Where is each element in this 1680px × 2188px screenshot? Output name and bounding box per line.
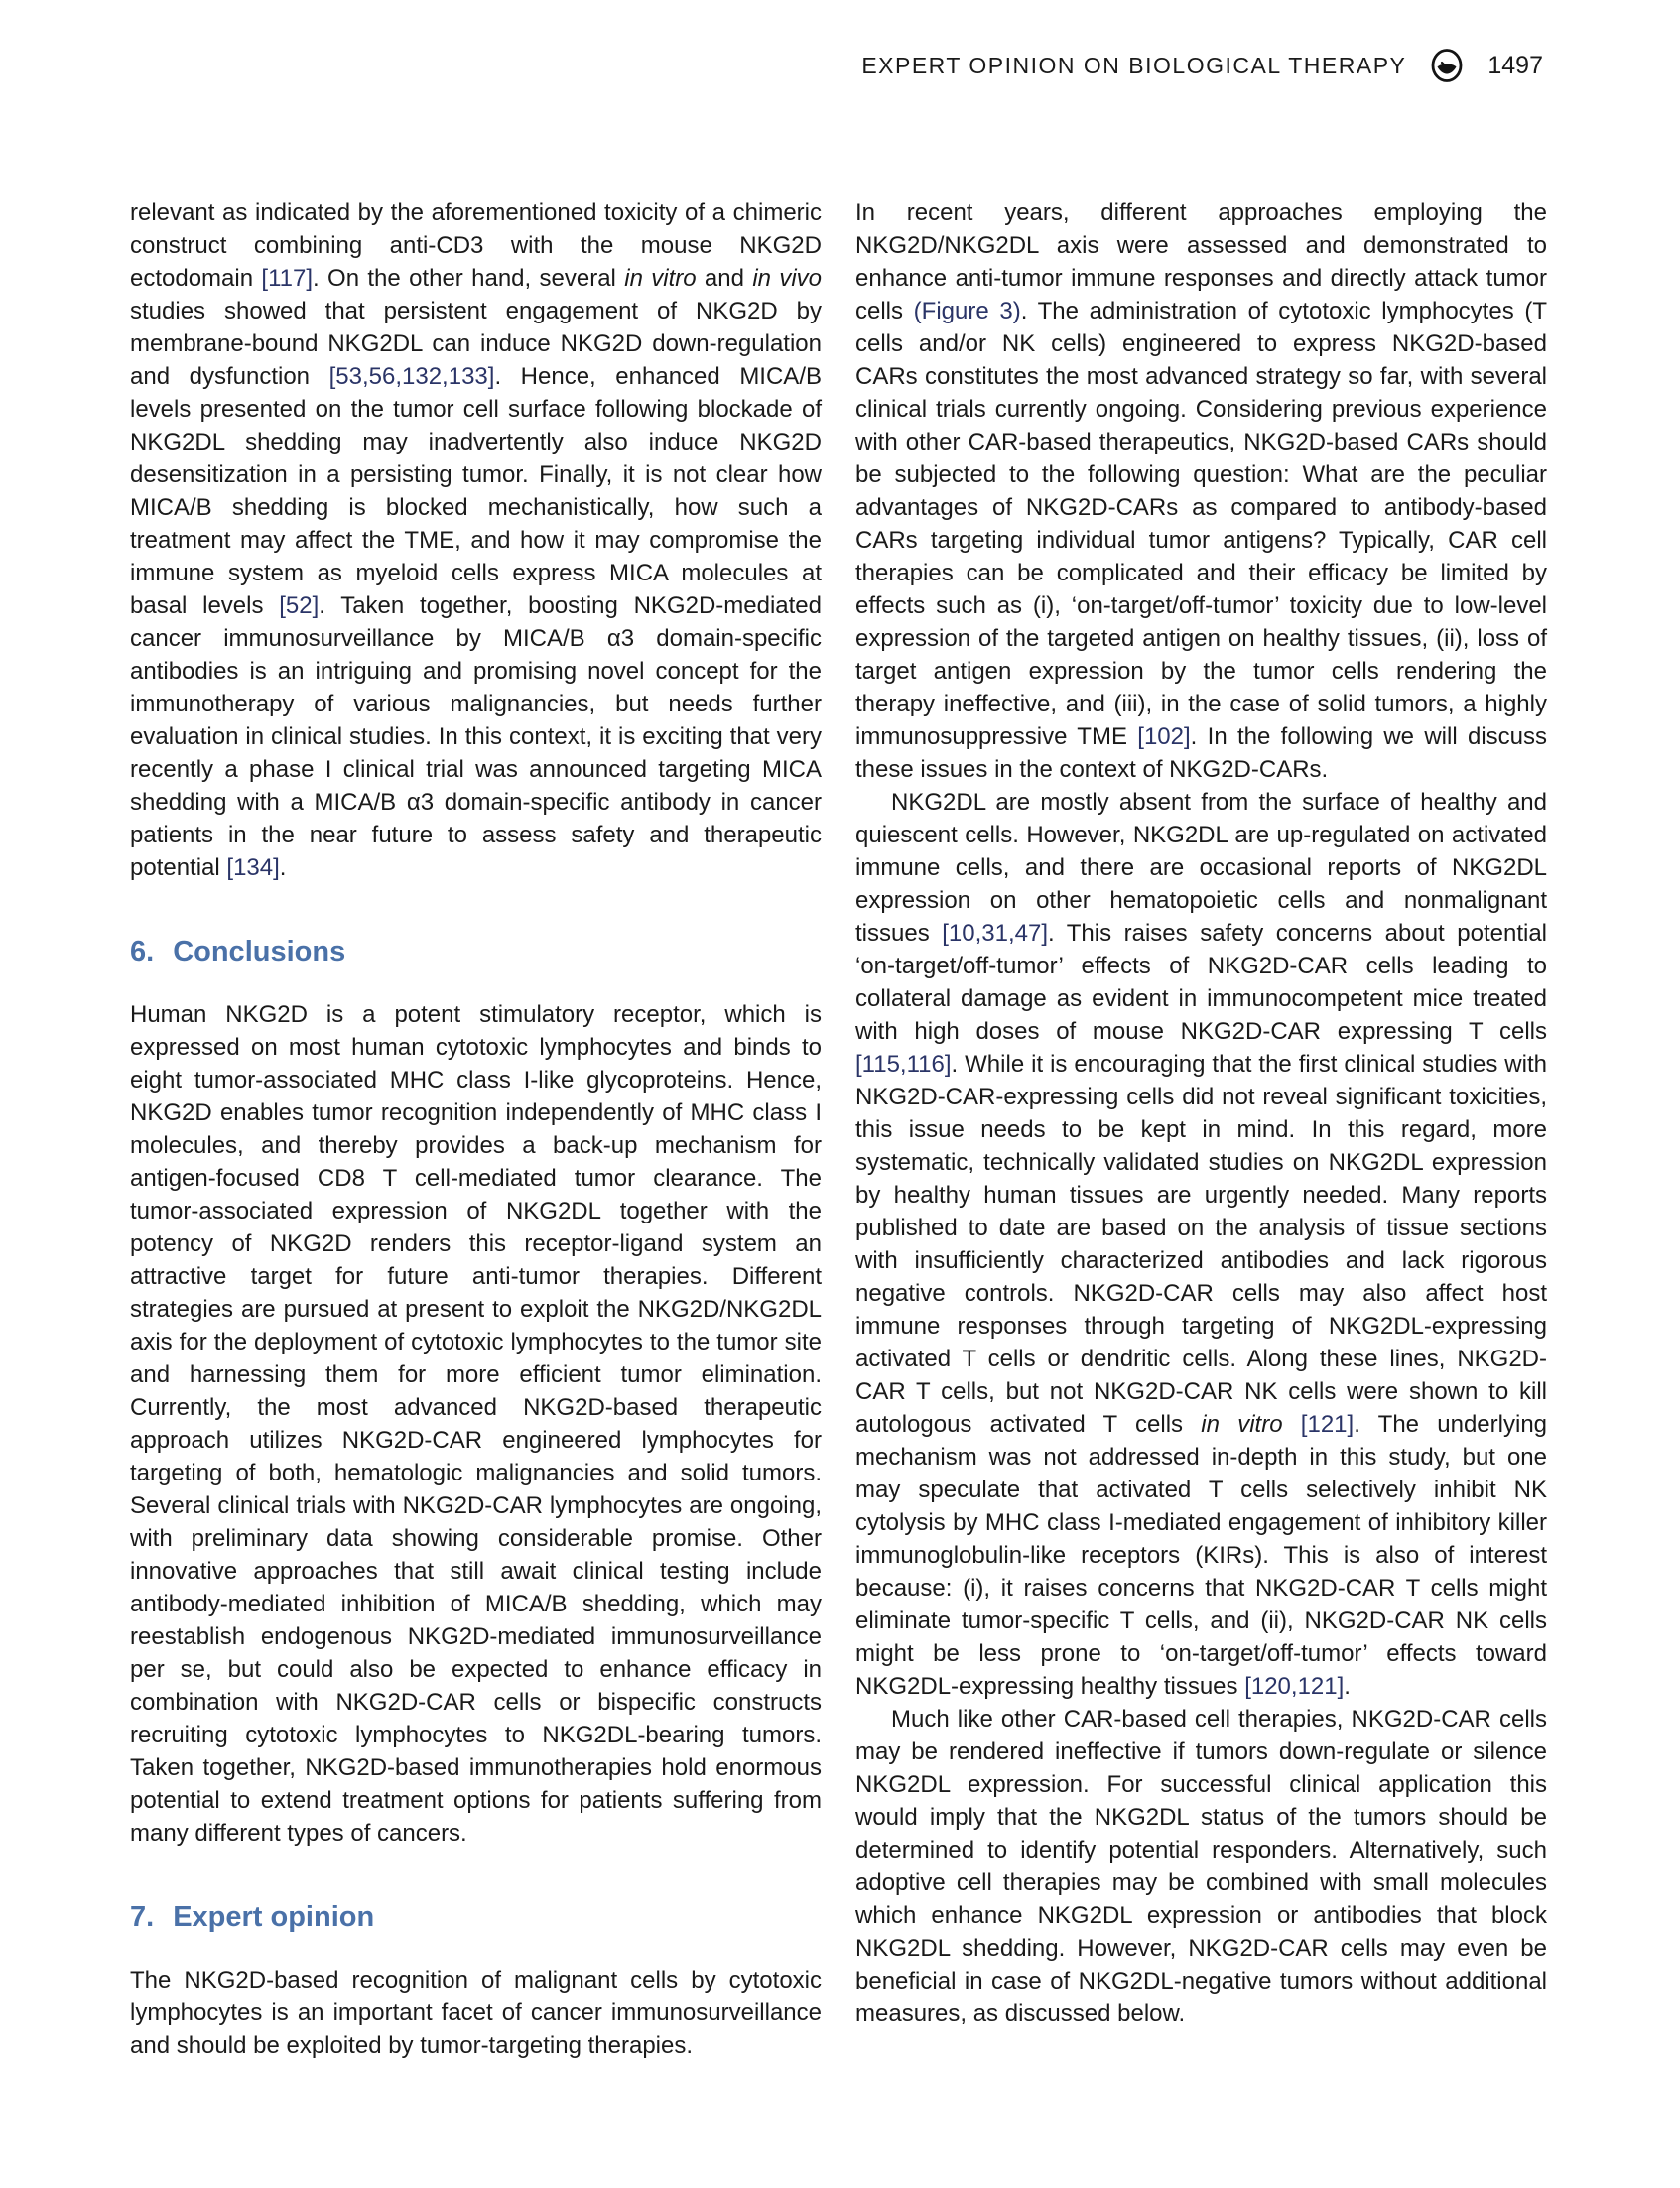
text-run: . The administration of cytotoxic lymphocytes (T cells and/or NK cells) engineered to express NKG2D-based CARs constitutes the most advanced strategy so far, with several clinical trials currently ongoing. Considering previous experience with other CAR-based therapeutics, NKG2D-based CARs should be subjected to the following question: What are the peculiar advantages of NKG2D-CARs as compared to antibody-based CARs targeting individual tumor antigens? Typically, CAR cell therapies can be complicated and their efficacy be limited by effects such as (i), ‘on-target/off-tumor’ toxicity due to low-level expression of the targeted antigen on healthy tissues, (ii), loss of target antigen expression by the tumor cells rendering the therapy ineffective, and (iii), in the case of solid tumors, a highly immunosuppressive TME: [855, 298, 1547, 750]
journal-name: EXPERT OPINION ON BIOLOGICAL THERAPY: [861, 52, 1407, 78]
text-run: . In the following we will discuss these issues in the context of NKG2D-CARs.: [855, 723, 1548, 783]
text-run: . Taken together, boosting NKG2D-mediated cancer immunosurveillance by MICA/B α3 domain-specific antibodies is an intriguing and promising novel concept for the immunotherapy of various malignancies, but needs further evaluation in clinical studies. In this context, it is exciting that very recently a phase I clinical trial was announced targeting MICA shedding with a MICA/B α3 domain-specific antibody in cancer patients in the near future to assess safety and therapeutic potential: [130, 592, 822, 881]
citation-link[interactable]: [117]: [261, 265, 314, 292]
section-number: 6.: [130, 936, 155, 967]
text-run: studies showed that persistent engagement of NKG2D by membrane-bound NKG2DL can induce NKG2D down-regulation and dysfunction: [130, 298, 822, 390]
text-run: .: [279, 854, 287, 881]
taylor-francis-logo-icon: [1430, 48, 1464, 83]
citation-link[interactable]: [134]: [226, 854, 280, 881]
section-number: 7.: [130, 1901, 155, 1933]
citation-link[interactable]: [52]: [279, 592, 320, 619]
text-run: In recent years, different approaches employing the NKG2D/NKG2DL axis were assessed and demonstrated to enhance anti-tumor immune responses and directly attack tumor cells: [855, 199, 1547, 324]
text-run: Human NKG2D is a potent stimulatory receptor, which is expressed on most human cytotoxic lymphocytes and binds to eight tumor-associated MHC class I-like glycoproteins. Hence, NKG2D enables tumor recognition independently of MHC class I molecules, and thereby provides a back-up mechanism for antigen-focused CD8 T cell-mediated tumor clearance. The tumor-associated expression of NKG2DL together with the potency of NKG2D renders this receptor-ligand system an attractive target for future anti-tumor therapies. Different strategies are pursued at present to exploit the NKG2D/NKG2DL axis for the deployment of cytotoxic lymphocytes to the tumor site and harnessing them for more efficient tumor elimination. Currently, the most advanced NKG2D-based therapeutic approach utilizes NKG2D-CAR engineered lymphocytes for targeting of both, hematologic malignancies and solid tumors. Several clinical trials with NKG2D-CAR lymphocytes are ongoing, with preliminary data showing considerable promise. Other innovative approaches that still await clinical testing include antibody-mediated inhibition of MICA/B shedding, which may reestablish endogenous NKG2D-mediated immunosurveillance per se, but could also be expected to enhance efficacy in combination with NKG2D-CAR cells or bispecific constructs recruiting cytotoxic lymphocytes to NKG2DL-bearing tumors. Taken together, NKG2D-based immunotherapies hold enormous potential to extend treatment options for patients suffering from many different types of cancers.: [130, 1001, 822, 1847]
paragraph: [855, 786, 1547, 1703]
text-run: . On the other hand, several: [313, 265, 625, 292]
text-run: The NKG2D-based recognition of malignant cells by cytotoxic lymphocytes is an important facet of cancer immunosurveillance and should be exploited by tumor-targeting therapies.: [130, 1967, 822, 2059]
continued-text-block: [130, 196, 822, 884]
citation-link[interactable]: [115,116]: [855, 1051, 952, 1078]
text-run: Much like other CAR-based cell therapies, NKG2D-CAR cells may be rendered ineffective if tumors down-regulate or silence NKG2DL expression. For successful clinical application this would imply that the NKG2DL status of the tumors should be determined to identify potential responders. Alternatively, such adoptive cell therapies may be combined with small molecules which enhance NKG2DL expression or antibodies that block NKG2DL shedding. However, NKG2D-CAR cells may even be beneficial in case of NKG2DL-negative tumors without additional measures, as discussed below.: [855, 1706, 1547, 2027]
text-run: NKG2DL are mostly absent from the surface of healthy and quiescent cells. However, NKG2DL are up-regulated on activated immune cells, and there are occasional reports of NKG2DL expression on other hematopoietic cells and nonmalignant tissues: [855, 789, 1547, 947]
paragraph: [855, 1703, 1547, 2030]
section-title: Conclusions: [173, 936, 346, 967]
citation-link[interactable]: [10,31,47]: [942, 920, 1048, 947]
text-run: . While it is encouraging that the first clinical studies with NKG2D-CAR-expressing cells did not reveal significant toxicities, this issue needs to be kept in mind. In this regard, more systematic, technically validated studies on NKG2DL expression by healthy human tissues are urgently needed. Many reports published to date are based on the analysis of tissue sections with insufficiently characterized antibodies and lack rigorous negative controls. NKG2D-CAR cells may also affect host immune responses through targeting of NKG2DL-expressing activated T cells or dendritic cells. Along these lines, NKG2D-CAR T cells, but not NKG2D-CAR NK cells were shown to kill autologous activated T cells: [855, 1051, 1547, 1438]
text-run: relevant as indicated by the aforementioned toxicity of a chimeric construct combining anti-CD3 with the mouse NKG2D ectodomain: [130, 199, 822, 292]
italic-text: in vitro: [1201, 1411, 1283, 1438]
left-column: [130, 196, 822, 2062]
text-run: . The underlying mechanism was not addressed in-depth in this study, but one may speculate that activated T cells selectively inhibit NK cytolysis by MHC class I-mediated engagement of inhibitory killer immunoglobulin-like receptors (KIRs). This is also of interest because: (i), it raises concerns that NKG2D-CAR T cells might eliminate tumor-specific T cells, and (ii), NKG2D-CAR NK cells might be less prone to ‘on-target/off-tumor’ effects toward NKG2DL-expressing healthy tissues: [855, 1411, 1548, 1700]
citation-link[interactable]: [102]: [1137, 723, 1191, 750]
two-column-body: [130, 196, 1547, 2062]
right-column-body: [855, 196, 1547, 2030]
text-run: [1283, 1411, 1301, 1438]
text-run: . This raises safety concerns about potential ‘on-target/off-tumor’ effects of NKG2D-CAR cells leading to collateral damage as evident in immunocompetent mice treated with high doses of mouse NKG2D-CAR expressing T cells: [855, 920, 1547, 1045]
citation-link[interactable]: [121]: [1300, 1411, 1355, 1438]
text-run: . Hence, enhanced MICA/B levels presented on the tumor cell surface following blockade of NKG2DL shedding may inadvertently also induce NKG2D desensitization in a persisting tumor. Finally, it is not clear how MICA/B shedding is blocked mechanistically, how such a treatment may affect the TME, and how it may compromise the immune system as myeloid cells express MICA molecules at basal levels: [130, 363, 822, 619]
citation-link[interactable]: [53,56,132,133]: [328, 363, 495, 390]
paragraph: [130, 196, 822, 884]
paragraph: [130, 1964, 822, 2062]
italic-text: in vitro: [624, 265, 697, 292]
text-run: .: [1344, 1673, 1351, 1700]
section-title: Expert opinion: [173, 1901, 375, 1933]
text-run: and: [696, 265, 753, 292]
section-7-body: [130, 1964, 822, 2062]
section-6-body: [130, 998, 822, 1850]
citation-link[interactable]: (Figure 3): [913, 298, 1021, 324]
page-number: 1497: [1487, 51, 1543, 79]
section-6-heading: [130, 936, 822, 968]
page-header: [0, 48, 1543, 83]
paragraph: [130, 998, 822, 1850]
paragraph: [855, 196, 1547, 786]
right-column: [855, 196, 1547, 2062]
italic-text: in vivo: [752, 265, 823, 292]
section-7-heading: [130, 1901, 822, 1934]
citation-link[interactable]: [120,121]: [1244, 1673, 1345, 1700]
